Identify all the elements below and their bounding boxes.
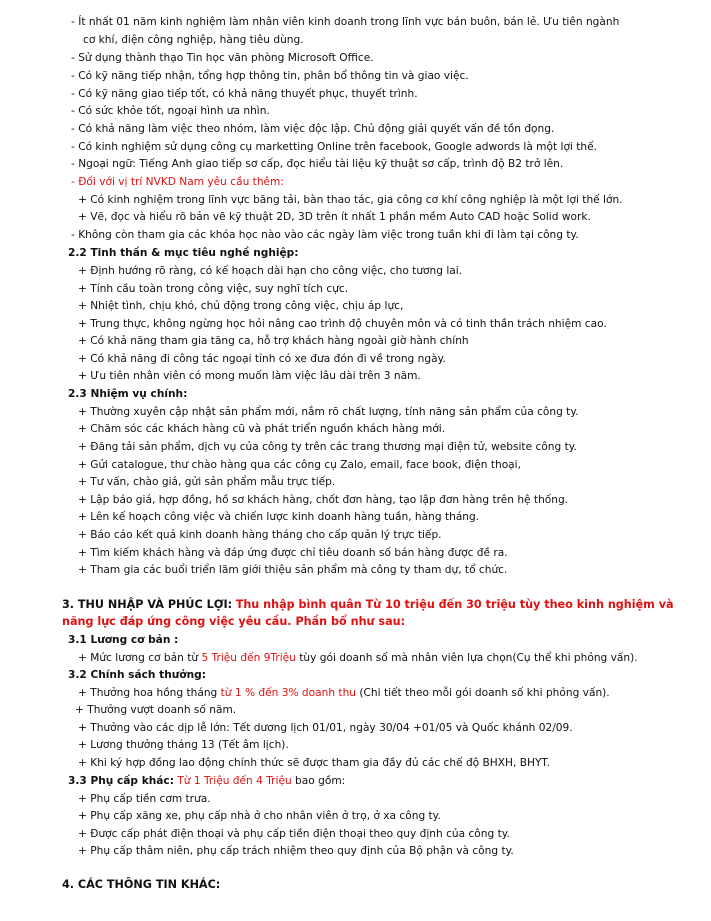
- requirement-experience-cont: cơ khí, điện công nghiệp, hàng tiêu dùng.: [83, 34, 304, 46]
- requirement-teamwork: - Có khả năng làm việc theo nhóm, làm việc độc lập. Chủ động giải quyết vấn đề tồn đọng.: [71, 123, 555, 135]
- requirement-marketing: - Có kinh nghiệm sử dụng công cụ marketting Online trên facebook, Google adwords là một lợi thế.: [71, 141, 597, 153]
- salary-range: 5 Triệu đến 9Triệu: [201, 652, 296, 664]
- bonus-commission-post: (Chi tiết theo mỗi gói doanh số khi phỏng vấn).: [356, 687, 610, 699]
- allowance-post: bao gồm:: [291, 775, 346, 787]
- list-item: + Thưởng vào các dịp lễ lớn: Tết dương lịch 01/01, ngày 30/04 +01/05 và Quốc khánh 02/09.: [78, 722, 573, 734]
- list-item: + Thường xuyên cập nhật sản phẩm mới, nắm rõ chất lượng, tính năng sản phẩm của công ty.: [78, 406, 579, 418]
- list-item: + Lương thưởng tháng 13 (Tết âm lịch).: [78, 739, 289, 751]
- list-item: + Trung thực, không ngừng học hỏi nâng cao trình độ chuyên môn và có tinh thần trách nhiệm cao.: [78, 318, 607, 330]
- list-item: + Lập báo giá, hợp đồng, hồ sơ khách hàng, chốt đơn hàng, tạo lập đơn hàng trên hệ thống.: [78, 494, 569, 506]
- salary-line: [78, 651, 638, 665]
- list-item: + Lên kế hoạch công việc và chiến lược kinh doanh hàng tuần, hàng tháng.: [78, 511, 480, 523]
- list-item: + Thưởng vượt doanh số năm.: [75, 704, 237, 716]
- list-item: + Có khả năng tham gia tăng ca, hỗ trợ khách hàng ngoài giờ hành chính: [78, 335, 469, 347]
- allowance-range: Từ 1 Triệu đến 4 Triệu: [177, 775, 292, 787]
- salary-post: tùy gói doanh số mà nhân viên lựa chọn(Cụ thể khi phỏng vấn).: [295, 652, 638, 664]
- list-item: + Tư vấn, chào giá, gửi sản phẩm mẫu trực tiếp.: [78, 476, 336, 488]
- list-item: + Được cấp phát điện thoại và phụ cấp tiền điện thoại theo quy định của công ty.: [78, 828, 510, 840]
- income-title-line: [62, 598, 674, 612]
- requirement-male-conveyor: + Có kinh nghiệm trong lĩnh vực băng tải, bàn thao tác, gia công cơ khí công nghiệp là một lợi thế lớn.: [78, 194, 623, 206]
- list-item: + Nhiệt tình, chịu khó, chủ động trong công việc, chịu áp lực,: [78, 300, 404, 312]
- list-item: + Chăm sóc các khách hàng cũ và phát triển nguồn khách hàng mới.: [78, 423, 446, 435]
- list-item: + Phụ cấp tiền cơm trưa.: [78, 793, 211, 805]
- income-title: 3. THU NHẬP VÀ PHÚC LỢI:: [62, 598, 233, 611]
- bonus-commission-pre: + Thưởng hoa hồng tháng: [78, 687, 221, 699]
- requirement-male-cad: + Vẽ, đọc và hiểu rõ bản vẽ kỹ thuật 2D, 3D trên ít nhất 1 phần mềm Auto CAD hoặc Solid work.: [78, 211, 591, 223]
- bonus-heading: 3.2 Chính sách thưởng:: [68, 669, 206, 681]
- bonus-commission: [78, 686, 610, 700]
- list-item: + Báo cáo kết quả kinh doanh hàng tháng cho cấp quản lý trực tiếp.: [78, 529, 442, 541]
- list-item: + Đăng tải sản phẩm, dịch vụ của công ty trên các trang thương mại điện tử, website công ty.: [78, 441, 577, 453]
- income-summary: Thu nhập bình quân Từ 10 triệu đến 30 triệu tùy theo kinh nghiệm và: [235, 598, 674, 611]
- requirement-health: - Có sức khỏe tốt, ngoại hình ưa nhìn.: [71, 105, 270, 117]
- list-item: + Phụ cấp thâm niên, phụ cấp trách nhiệm theo quy định của Bộ phận và công ty.: [78, 845, 514, 857]
- requirement-info: - Có kỹ năng tiếp nhận, tổng hợp thông tin, phân bổ thông tin và giao việc.: [71, 70, 469, 82]
- list-item: + Gửi catalogue, thư chào hàng qua các công cụ Zalo, email, face book, điện thoại,: [78, 459, 521, 471]
- requirement-experience: - Ít nhất 01 năm kinh nghiệm làm nhân viên kinh doanh trong lĩnh vực bán buôn, bán lẻ. Ưu tiên ngành: [71, 16, 620, 28]
- income-summary-cont: năng lực đáp ứng công việc yêu cầu. Phần bổ như sau:: [62, 615, 406, 628]
- requirement-language: - Ngoại ngữ: Tiếng Anh giao tiếp sơ cấp, đọc hiểu tài liệu kỹ thuật sơ cấp, trình độ B2 trở lên.: [71, 158, 564, 170]
- allowance-line: [68, 774, 345, 788]
- salary-heading: 3.1 Lương cơ bản :: [68, 634, 179, 646]
- requirement-communication: - Có kỹ năng giao tiếp tốt, có khả năng thuyết phục, thuyết trình.: [71, 88, 418, 100]
- requirement-office: - Sử dụng thành thạo Tin học văn phòng Microsoft Office.: [71, 52, 374, 64]
- requirement-no-courses: - Không còn tham gia các khóa học nào vào các ngày làm việc trong tuần khi đi làm tại công ty.: [71, 229, 579, 241]
- list-item: + Khi ký hợp đồng lao động chính thức sẽ được tham gia đầy đủ các chế độ BHXH, BHYT.: [78, 757, 550, 769]
- list-item: + Có khả năng đi công tác ngoại tỉnh có xe đưa đón đi về trong ngày.: [78, 353, 446, 365]
- list-item: + Tìm kiếm khách hàng và đáp ứng được chỉ tiêu doanh số bán hàng được đề ra.: [78, 547, 508, 559]
- allowance-heading: 3.3 Phụ cấp khác:: [68, 775, 174, 787]
- list-item: + Tham gia các buổi triển lãm giới thiệu sản phẩm mà công ty tham dự, tổ chức.: [78, 564, 508, 576]
- bonus-commission-rate: từ 1 % đến 3% doanh thu: [220, 687, 357, 699]
- list-item: + Ưu tiên nhân viên có mong muốn làm việc lâu dài trên 3 năm.: [78, 370, 421, 382]
- duties-heading: 2.3 Nhiệm vụ chính:: [68, 388, 188, 400]
- list-item: + Tính cầu toàn trong công việc, suy nghĩ tích cực.: [78, 283, 349, 295]
- requirement-male-note: - Đối với vị trí NVKD Nam yêu cầu thêm:: [71, 176, 284, 188]
- salary-pre: + Mức lương cơ bản từ: [78, 652, 202, 664]
- spirit-heading: 2.2 Tinh thần & mục tiêu nghề nghiệp:: [68, 247, 299, 259]
- list-item: + Phụ cấp xăng xe, phụ cấp nhà ở cho nhân viên ở trọ, ở xa công ty.: [78, 810, 441, 822]
- other-info-title: 4. CÁC THÔNG TIN KHÁC:: [62, 878, 221, 891]
- list-item: + Định hướng rõ ràng, có kế hoạch dài hạn cho công việc, cho tương lai.: [78, 265, 463, 277]
